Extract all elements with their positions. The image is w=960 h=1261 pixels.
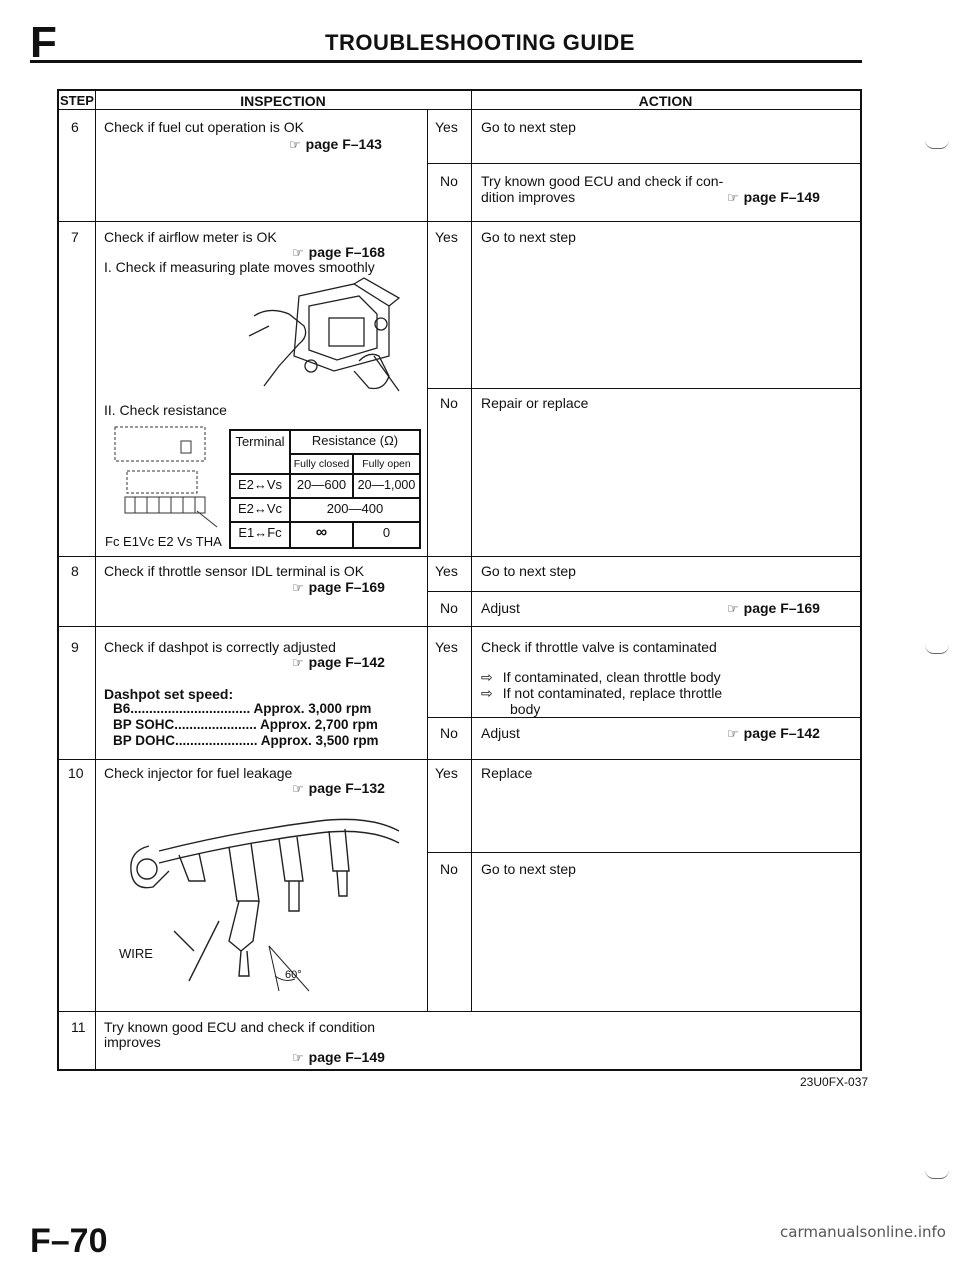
step-9-yes-action: Check if throttle valve is contaminated	[481, 639, 717, 655]
header-step: STEP	[60, 93, 94, 108]
step-6-inspection: Check if fuel cut operation is OK	[104, 119, 304, 135]
res-row3-closed: ∞	[290, 522, 353, 548]
pointer-icon: ☞	[292, 246, 304, 261]
res-header-open: Fully open	[353, 454, 420, 474]
step-6-no-action-line2: dition improves	[481, 189, 576, 205]
pointer-icon: ☞	[727, 602, 739, 617]
page-number: F–70	[30, 1222, 108, 1260]
res-header-closed: Fully closed	[290, 454, 353, 474]
step-11-inspection-line1: Try known good ECU and check if condition	[104, 1019, 376, 1035]
pointer-icon: ☞	[289, 138, 301, 153]
res-row2-terminal: E2↔Vc	[230, 498, 290, 522]
step-8-page-ref: ☞ page F–169	[292, 579, 385, 596]
connector-terminal-labels: Fc E1Vc E2 Vs THA	[105, 534, 222, 549]
res-row1-closed: 20—600	[290, 474, 353, 498]
step-9-no-action: Adjust	[481, 725, 520, 741]
binder-mark	[925, 140, 949, 149]
step-7-yes-action: Go to next step	[481, 229, 576, 245]
wire-label: WIRE	[119, 946, 153, 961]
step-9-page-ref: ☞ page F–142	[292, 654, 385, 671]
step-8-inspection: Check if throttle sensor IDL terminal is OK	[104, 563, 365, 579]
pointer-icon: ☞	[727, 727, 739, 742]
resistance-table	[229, 429, 421, 549]
airflow-meter-illustration	[239, 276, 409, 396]
res-row3-terminal: E1↔Fc	[230, 522, 290, 548]
step-10-inspection: Check injector for fuel leakage	[104, 765, 293, 781]
step-number: 11	[71, 1019, 86, 1035]
step-8-no-action: Adjust	[481, 600, 520, 616]
pointer-icon: ☞	[727, 191, 739, 206]
dashpot-spec-bp-dohc: BP DOHC...................... Approx. 3,500 rpm	[113, 733, 379, 748]
step-6-no-action-line1: Try known good ECU and check if con-	[481, 173, 724, 189]
step-9-bullet-1: ⇨ If contaminated, clean throttle body	[481, 669, 721, 686]
yes-label: Yes	[435, 765, 458, 781]
pointer-icon: ☞	[292, 581, 304, 596]
binder-mark	[925, 645, 949, 654]
res-row3-open: 0	[353, 522, 420, 548]
step-7-no-action: Repair or replace	[481, 395, 589, 411]
figure-code: 23U0FX-037	[800, 1075, 869, 1089]
step-9-inspection: Check if dashpot is correctly adjusted	[104, 639, 336, 655]
pointer-icon: ☞	[292, 1051, 304, 1066]
step-number: 8	[71, 563, 79, 579]
step-9-no-page-ref: ☞ page F–142	[727, 725, 820, 742]
watermark: carmanualsonline.info	[780, 1223, 946, 1241]
pointer-icon: ☞	[292, 782, 304, 797]
header-action: ACTION	[638, 93, 693, 109]
step-7-sub-2: II. Check resistance	[104, 402, 227, 418]
step-8-no-page-ref: ☞ page F–169	[727, 600, 820, 617]
dashpot-spec-bp-sohc: BP SOHC...................... Approx. 2,700 rpm	[113, 717, 378, 732]
pointer-icon: ☞	[292, 656, 304, 671]
yes-label: Yes	[435, 119, 458, 135]
res-row2-value: 200—400	[290, 498, 420, 522]
dashpot-spec-b6: B6................................ Approx. 3,000 rpm	[113, 701, 372, 716]
step-6-yes-action: Go to next step	[481, 119, 576, 135]
page-title: TROUBLESHOOTING GUIDE	[325, 30, 635, 55]
res-row1-open: 20—1,000	[353, 474, 420, 498]
yes-label: Yes	[435, 563, 458, 579]
step-10-no-action: Go to next step	[481, 861, 576, 877]
step-9-bullet-2: ⇨ If not contaminated, replace throttle	[481, 685, 723, 702]
connector-illustration	[107, 423, 227, 533]
step-9-bullet-2-cont: body	[510, 701, 541, 717]
res-header-resistance: Resistance (Ω)	[290, 430, 420, 454]
no-label: No	[440, 600, 458, 616]
injector-illustration	[119, 791, 419, 1001]
header-rule	[30, 60, 862, 63]
arrow-right-icon: ⇨	[481, 686, 493, 702]
step-number: 7	[71, 229, 79, 245]
step-11-inspection-line2: improves	[104, 1034, 161, 1050]
res-header-terminal: Terminal	[230, 430, 290, 474]
yes-label: Yes	[435, 639, 458, 655]
res-row1-terminal: E2↔Vs	[230, 474, 290, 498]
step-10-yes-action: Replace	[481, 765, 533, 781]
angle-label: 60°	[285, 969, 302, 981]
step-7-sub-1: I. Check if measuring plate moves smoothly	[104, 259, 375, 275]
arrow-right-icon: ⇨	[481, 670, 493, 686]
step-10-page-ref: ☞ page F–132	[292, 780, 385, 797]
step-11-page-ref: ☞ page F–149	[292, 1049, 385, 1066]
troubleshooting-table	[57, 89, 862, 1071]
section-letter: F	[30, 18, 57, 67]
step-7-inspection: Check if airflow meter is OK	[104, 229, 277, 245]
no-label: No	[440, 725, 458, 741]
yes-label: Yes	[435, 229, 458, 245]
binder-mark	[925, 1170, 949, 1179]
step-8-yes-action: Go to next step	[481, 563, 576, 579]
step-number: 10	[68, 765, 84, 781]
no-label: No	[440, 861, 458, 877]
step-number: 9	[71, 639, 79, 655]
no-label: No	[440, 395, 458, 411]
no-label: No	[440, 173, 458, 189]
step-number: 6	[71, 119, 79, 135]
step-7-page-ref: ☞ page F–168	[292, 244, 385, 261]
header-inspection: INSPECTION	[240, 93, 326, 109]
dashpot-spec-title: Dashpot set speed:	[104, 686, 234, 702]
step-6-no-page-ref: ☞ page F–149	[727, 189, 820, 206]
step-6-page-ref: ☞ page F–143	[289, 136, 382, 153]
